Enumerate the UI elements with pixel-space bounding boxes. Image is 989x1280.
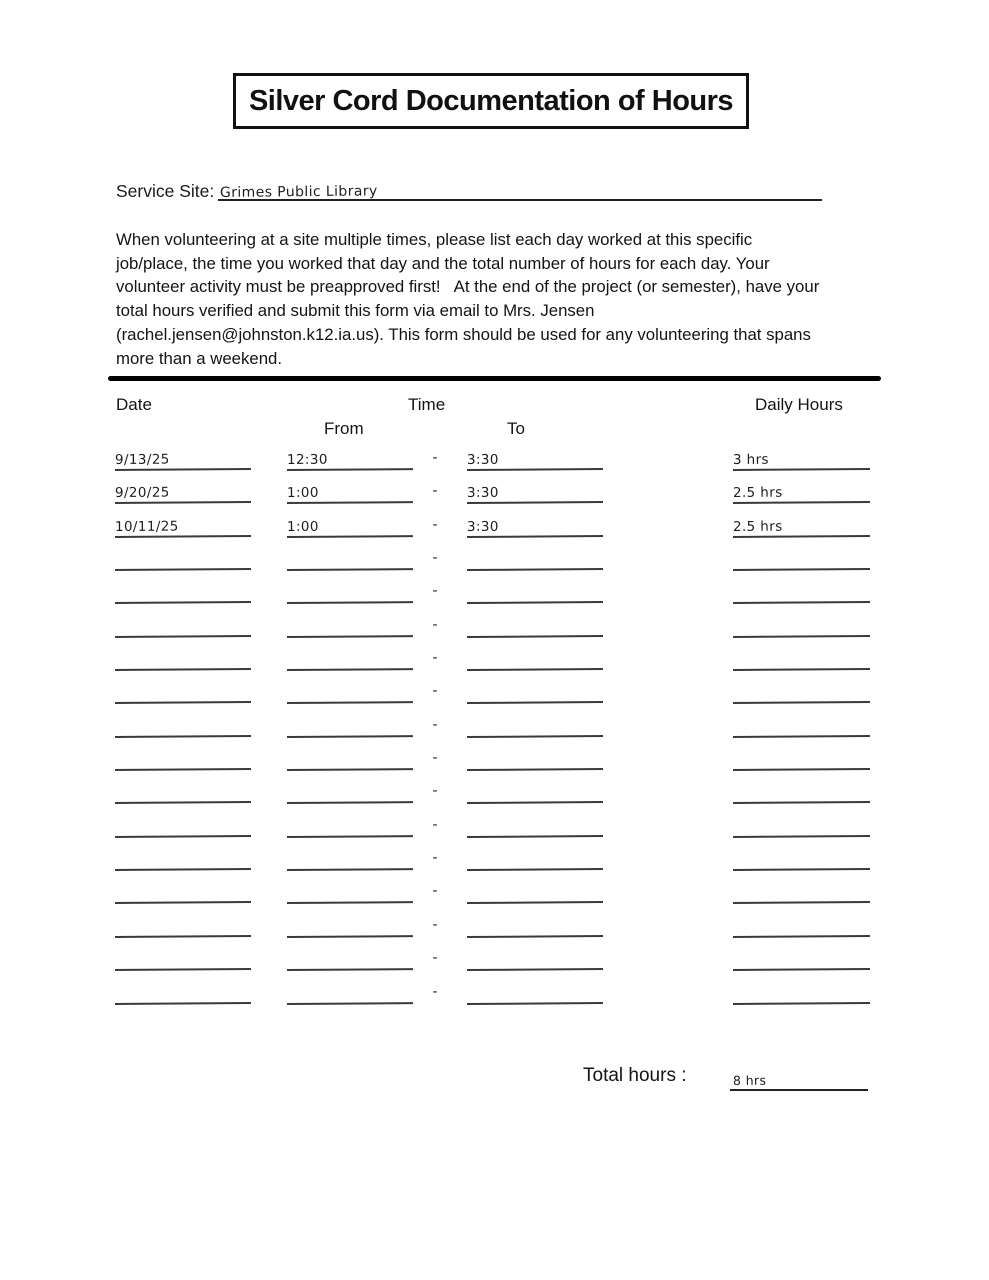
table-row bbox=[0, 516, 989, 549]
time-from-cell bbox=[287, 548, 413, 571]
time-from-cell bbox=[287, 815, 413, 838]
instructions-line: more than a weekend. bbox=[116, 348, 283, 368]
table-row bbox=[0, 782, 989, 815]
time-to-cell bbox=[467, 982, 603, 1005]
daily-hours-cell: 3 hrs bbox=[733, 448, 870, 471]
instructions-line: When volunteering at a site multiple times, please list each day worked at this specific bbox=[116, 230, 753, 249]
instructions-line: total hours verified and submit this form via email to Mrs. Jensen bbox=[116, 301, 595, 321]
time-to-cell bbox=[467, 781, 603, 804]
time-range-dash: - bbox=[432, 549, 438, 567]
time-from-cell bbox=[287, 581, 413, 604]
time-to-cell bbox=[467, 882, 603, 905]
daily-hours-cell bbox=[733, 615, 870, 638]
service-site-field bbox=[218, 181, 822, 201]
time-range-dash: - bbox=[432, 582, 438, 600]
time-to-cell bbox=[467, 648, 603, 671]
time-from-cell bbox=[287, 715, 413, 738]
instructions-line: (rachel.jensen@johnston.k12.ia.us). This form should be used for any volunteering that spans bbox=[116, 324, 811, 344]
date-cell bbox=[115, 848, 251, 871]
daily-hours-cell bbox=[733, 982, 870, 1005]
daily-hours-cell bbox=[733, 948, 870, 971]
hours-table-rows bbox=[0, 449, 989, 1016]
time-to-cell bbox=[467, 748, 603, 771]
time-range-dash: - bbox=[432, 649, 438, 667]
date-cell bbox=[115, 748, 251, 771]
header-date: Date bbox=[116, 395, 152, 414]
daily-hours-cell bbox=[733, 815, 870, 838]
time-from-cell bbox=[287, 982, 413, 1005]
time-range-dash: - bbox=[432, 682, 438, 700]
daily-hours-cell bbox=[733, 715, 870, 738]
time-to-cell bbox=[467, 915, 603, 938]
instructions-line: job/place, the time you worked that day and the total number of hours for each day. Your bbox=[116, 253, 770, 273]
total-hours-field bbox=[730, 1069, 868, 1091]
table-row bbox=[0, 449, 989, 482]
time-to-cell bbox=[467, 715, 603, 738]
service-site-row bbox=[116, 181, 822, 202]
time-from-cell bbox=[287, 882, 413, 905]
time-to-cell bbox=[467, 581, 603, 604]
time-to-cell bbox=[467, 948, 603, 971]
time-from-cell bbox=[287, 948, 413, 971]
date-cell bbox=[115, 615, 251, 638]
time-range-dash: - bbox=[432, 915, 438, 933]
time-range-dash: - bbox=[432, 615, 438, 633]
date-cell bbox=[115, 915, 251, 938]
time-range-dash: - bbox=[432, 949, 438, 967]
time-range-dash: - bbox=[432, 782, 438, 800]
date-cell bbox=[115, 882, 251, 905]
total-hours-label: Total hours : bbox=[583, 1065, 687, 1086]
time-range-dash: - bbox=[432, 982, 438, 1000]
daily-hours-cell bbox=[733, 681, 870, 704]
time-to-cell bbox=[467, 548, 603, 571]
daily-hours-cell: 2.5 hrs bbox=[733, 481, 870, 504]
table-top-rule bbox=[108, 376, 881, 381]
header-daily-hours: Daily Hours bbox=[755, 395, 843, 414]
date-cell bbox=[115, 581, 251, 604]
time-range-dash: - bbox=[432, 749, 438, 767]
date-cell bbox=[115, 681, 251, 704]
date-cell bbox=[115, 781, 251, 804]
time-from-cell: 1:00 bbox=[287, 515, 413, 538]
time-from-cell bbox=[287, 848, 413, 871]
table-row bbox=[0, 682, 989, 715]
table-row bbox=[0, 849, 989, 882]
title-box bbox=[233, 73, 749, 129]
table-row bbox=[0, 549, 989, 582]
time-from-cell: 1:00 bbox=[287, 481, 413, 504]
header-time: Time bbox=[408, 395, 446, 414]
table-row bbox=[0, 816, 989, 849]
table-row bbox=[0, 949, 989, 982]
table-row bbox=[0, 916, 989, 949]
table-row bbox=[0, 716, 989, 749]
time-from-cell bbox=[287, 782, 413, 805]
time-to-cell bbox=[467, 681, 603, 704]
time-from-cell bbox=[287, 748, 413, 771]
time-to-cell bbox=[467, 615, 603, 638]
time-to-cell: 3:30 bbox=[467, 448, 603, 471]
daily-hours-cell bbox=[733, 882, 870, 905]
table-row bbox=[0, 983, 989, 1016]
table-row bbox=[0, 649, 989, 682]
page-title: Silver Cord Documentation of Hours bbox=[248, 84, 734, 117]
time-to-cell: 3:30 bbox=[467, 515, 603, 538]
time-to-cell bbox=[467, 848, 603, 871]
daily-hours-cell: 2.5 hrs bbox=[733, 515, 870, 538]
date-cell bbox=[115, 548, 251, 571]
date-cell: 10/11/25 bbox=[115, 515, 251, 538]
date-cell bbox=[115, 982, 251, 1005]
time-range-dash: - bbox=[432, 849, 438, 867]
service-site-label: Service Site: bbox=[116, 181, 215, 201]
daily-hours-cell bbox=[733, 848, 870, 871]
header-from: From bbox=[324, 419, 364, 438]
table-row bbox=[0, 582, 989, 615]
time-range-dash: - bbox=[432, 815, 438, 833]
date-cell: 9/13/25 bbox=[115, 448, 251, 471]
total-hours-value: 8 hrs bbox=[732, 1072, 767, 1088]
daily-hours-cell bbox=[733, 748, 870, 771]
time-to-cell: 3:30 bbox=[467, 481, 603, 504]
service-site-value: Grimes Public Library bbox=[220, 183, 378, 201]
time-from-cell: 12:30 bbox=[287, 448, 413, 471]
date-cell bbox=[115, 648, 251, 671]
time-range-dash: - bbox=[432, 482, 438, 500]
date-cell: 9/20/25 bbox=[115, 481, 251, 504]
time-range-dash: - bbox=[432, 882, 438, 900]
daily-hours-cell bbox=[733, 548, 870, 571]
daily-hours-cell bbox=[733, 648, 870, 671]
date-cell bbox=[115, 948, 251, 971]
daily-hours-cell bbox=[733, 781, 870, 804]
time-from-cell bbox=[287, 615, 413, 638]
table-row bbox=[0, 749, 989, 782]
time-from-cell bbox=[287, 915, 413, 938]
table-row bbox=[0, 482, 989, 515]
table-row bbox=[0, 882, 989, 915]
date-cell bbox=[115, 815, 251, 838]
time-from-cell bbox=[287, 682, 413, 705]
time-range-dash: - bbox=[432, 449, 438, 466]
time-from-cell bbox=[287, 648, 413, 671]
daily-hours-cell bbox=[733, 581, 870, 604]
instructions-line: volunteer activity must be preapproved first! At the end of the project (or semester), have your bbox=[116, 277, 820, 297]
time-to-cell bbox=[467, 815, 603, 838]
daily-hours-cell bbox=[733, 915, 870, 938]
time-range-dash: - bbox=[432, 515, 438, 533]
table-row bbox=[0, 616, 989, 649]
header-to: To bbox=[507, 419, 525, 438]
time-range-dash: - bbox=[432, 715, 438, 733]
date-cell bbox=[115, 715, 251, 738]
instructions-paragraph bbox=[116, 228, 891, 370]
